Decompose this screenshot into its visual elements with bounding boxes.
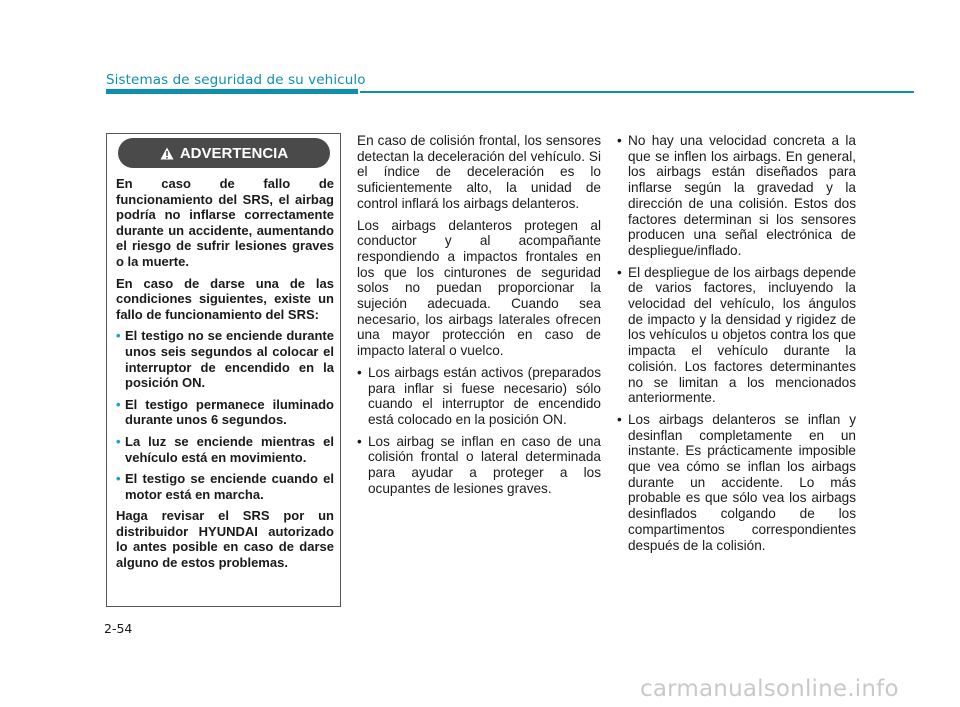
warning-title: ADVERTENCIA <box>179 144 289 162</box>
page-number: 2-54 <box>104 621 133 636</box>
bullet-icon: • <box>617 264 622 280</box>
header-rule-thick <box>106 89 358 94</box>
right-column <box>617 133 856 559</box>
body-bullet-list <box>617 133 856 553</box>
body-bullet-item: • Los airbags delanteros se inflan y desinflan completamente en un instante. Es prácticamente imposible que vea cómo se inflan los airbags durante un accidente. Lo más probable es que sólo vea los airbags desinflados colgando de los compartimentos correspondientes después de la colisión. <box>617 411 856 553</box>
warning-paragraph: Haga revisar el SRS por un distribuidor HYUNDAI autorizado lo antes posible en caso de darse alguno de estos problemas. <box>116 508 334 571</box>
warning-box <box>106 133 341 607</box>
warning-bullet-item: • El testigo se enciende cuando el motor está en marcha. <box>116 471 334 502</box>
bullet-icon: • <box>617 133 622 148</box>
body-paragraph: En caso de colisión frontal, los sensores detectan la deceleración del vehículo. Si el índice de deceleración es lo suficientemente alto, la unidad de control inflará los airbags delanteros. <box>357 133 601 211</box>
body-bullet-item: • Los airbag se inflan en caso de una colisión frontal o lateral determinada para ayudar a proteger a los ocupantes de lesiones graves. <box>357 433 601 496</box>
body-bullet-list <box>357 365 601 497</box>
body-bullet-item: • No hay una velocidad concreta a la que se inflen los airbags. En general, los airbags están diseñados para inflarse según la gravedad y la dirección de una colisión. Estos dos factores determinan si los sensores producen una señal electrónica de despliegue/inflado. <box>617 133 856 258</box>
bullet-icon: • <box>116 471 121 487</box>
warning-bullet-item: • El testigo permanece iluminado durante unos 6 segundos. <box>116 396 334 428</box>
body-bullet-item: • El despliegue de los airbags depende de varios factores, incluyendo la velocidad del vehículo, los ángulos de impacto y la densidad y rigidez de los vehículos u objetos contra los que impacta el vehículo durante la colisión. Los factores determinantes no se limitan a los mencionados anteriormente. <box>617 264 856 406</box>
section-title: Sistemas de seguridad de su vehiculo <box>106 72 366 88</box>
warning-paragraph: En caso de fallo de funcionamiento del SRS, el airbag podría no inflarse correctamente durante un accidente, aumentando el riesgo de sufrir lesiones graves o la muerte. <box>116 176 334 269</box>
header-rule-thin <box>360 91 914 93</box>
bullet-icon: • <box>617 411 622 427</box>
body-paragraph: Los airbags delanteros protegen al conductor y al acompañante respondiendo a impactos frontales en los que los cinturones de seguridad solos no puedan proporcionar la sujeción adecuada. Cuando sea necesario, los airbags laterales ofrecen una mayor protección en caso de impacto lateral o vuelco. <box>357 217 601 359</box>
warning-paragraph: En caso de darse una de las condiciones siguientes, existe un fallo de funcionamiento del SRS: <box>116 275 334 322</box>
body-bullet-item: • Los airbags están activos (preparados para inflar si fuese necesario) sólo cuando el interruptor de encendido está colocado en la posición ON. <box>357 364 601 427</box>
warning-bullet-item: • El testigo no se enciende durante unos seis segundos al colocar el interruptor de encendido en la posición ON. <box>116 328 334 391</box>
bullet-icon: • <box>357 364 362 380</box>
warning-header <box>118 138 330 168</box>
warning-bullet-item: • La luz se enciende mientras el vehículo está en movimiento. <box>116 433 334 465</box>
warning-body <box>116 176 334 577</box>
bullet-icon: • <box>357 433 362 449</box>
watermark: carmanualsonline.info <box>640 676 899 702</box>
warning-triangle-icon <box>160 147 174 160</box>
bullet-icon: • <box>116 433 121 449</box>
bullet-icon: • <box>116 328 121 344</box>
middle-column <box>357 133 601 502</box>
bullet-icon: • <box>116 396 121 412</box>
warning-bullet-list <box>116 328 334 502</box>
